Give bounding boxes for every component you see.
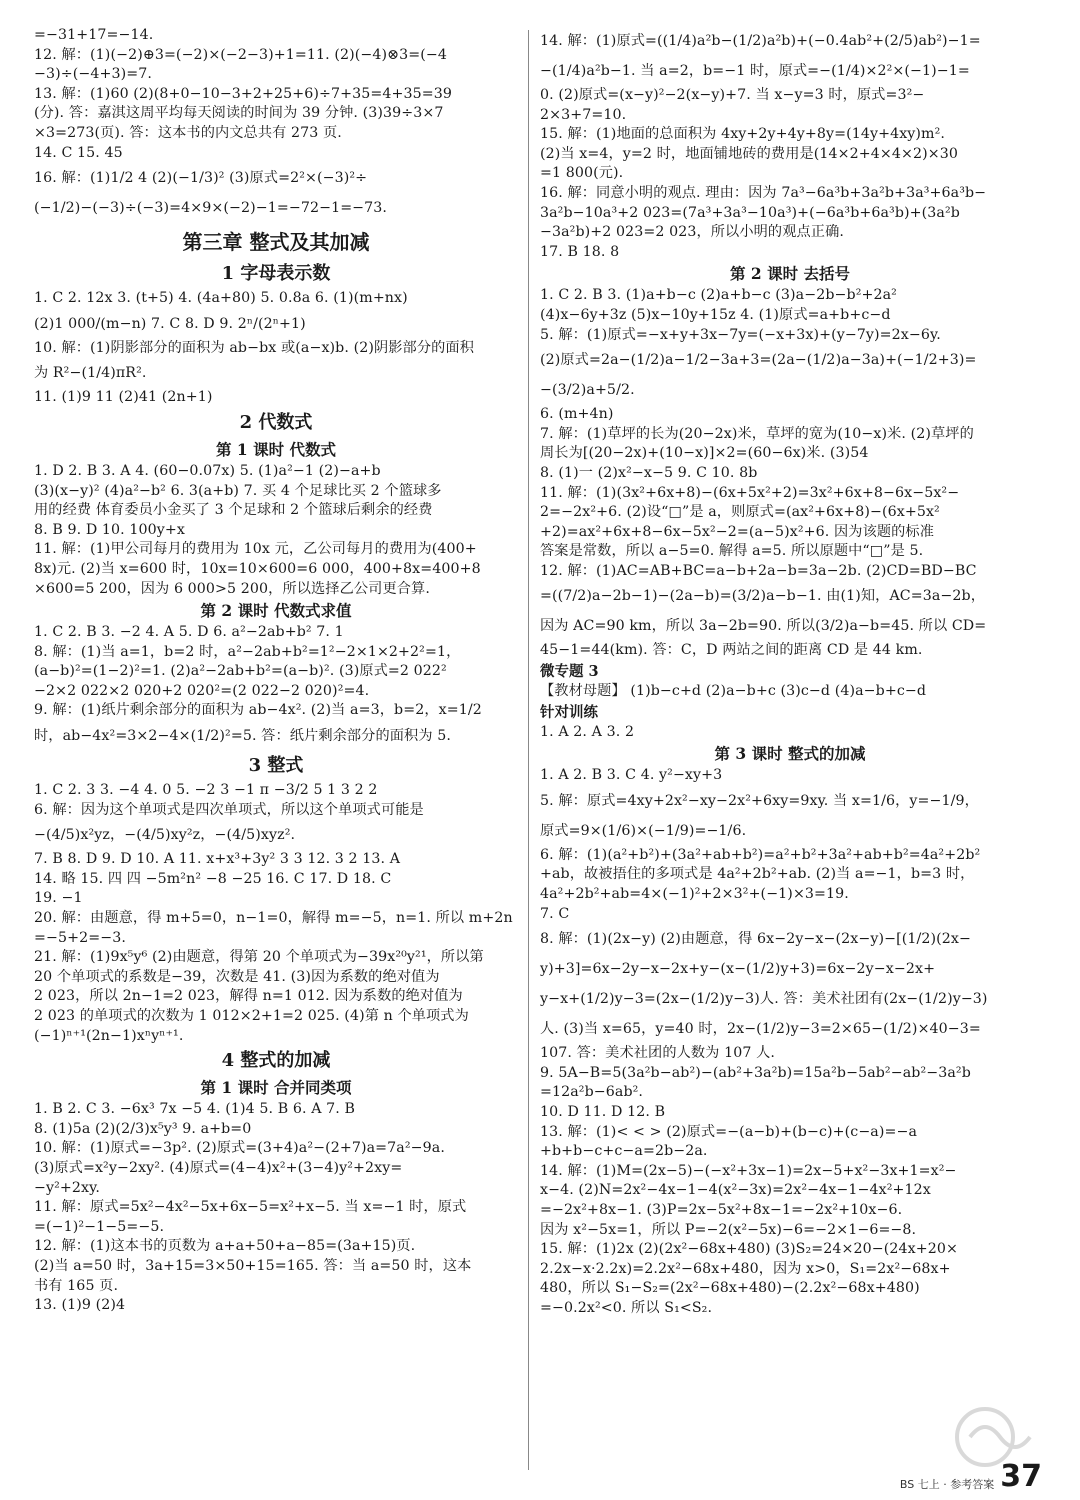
answer-line: 0. (2)原式=(x−y)²−2(x−y)+7. 当 x−y=3 时，原式=3²− [540,87,925,103]
answer-line: =12a²b−6ab². [540,1084,644,1101]
answer-line: 10. 解：(1)原式=−3p². (2)原式=(3+4)a²−(2+7)a=7a²−9a. [34,1140,445,1157]
answer-line: 21. 解：(1)9x⁵y⁶ (2)由题意，得第 20 个单项式为−39x²⁰y²¹，所以第 [34,949,484,966]
answer-line: 8. (1)一 (2)x²−x−5 9. C 10. 8b [540,464,758,481]
answer-line: 为 R²−(1/4)πR². [34,365,147,382]
answer-line: 17. B 18. 8 [540,243,620,260]
answer-line: =(−1)²−1−5=−5. [34,1218,165,1235]
answer-line: +b+b−c+c−a=2b−2a. [540,1143,708,1160]
answer-line: 用的经费 体育委员小金买了 3 个足球和 2 个篮球后剩余的经费 [34,502,433,519]
answer-line: (分). 答：嘉淇这周平均每天阅读的时间为 39 分钟. (3)39÷3×7 [34,105,444,122]
answer-line: 6. (m+4n) [540,406,614,423]
page-number: 37 [1000,1459,1042,1494]
answer-line: 1. B 2. C 3. −6x³ 7x −5 4. (1)4 5. B 6. A 7. B [34,1101,356,1118]
answer-line: 书有 165 页. [34,1277,119,1294]
section-title: 2 代数式 [239,411,313,433]
answer-line: x−4. (2)N=2x²−4x−1−4(x²−3x)=2x²−4x−1−4x²+12x [540,1182,931,1199]
section-title: 3 整式 [248,755,304,777]
answer-line: =−2x²+8x−1. (3)P=2x−5x²+8x−1=−2x²+10x−6. [540,1201,903,1218]
answer-line: 1. A 2. A 3. 2 [540,723,635,740]
answer-line: −2×2 022×2 020+2 020²=(2 022−2 020)²=4. [34,682,370,699]
footer-label: BS 七上 · 参考答案 [899,1478,995,1491]
answer-line: 10. 解：(1)阴影部分的面积为 ab−bx 或(a−x)b. (2)阴影部分的面积 [34,339,474,356]
answer-line: (2)当 x=4，y=2 时，地面铺地砖的费用是(14×2+4×4×2)×30 [540,145,959,162]
answer-line: 14. 略 15. 四 四 −5m²n² −8 −25 16. C 17. D 18. C [34,870,392,887]
answer-line: 因为 AC=90 km，所以 3a−2b=90. 所以(3/2)a−b=45. 所以 CD= [540,618,987,635]
chapter-title: 第三章 整式及其加减 [182,230,370,255]
answer-line: 10. D 11. D 12. B [540,1104,666,1120]
lesson-title: 第 2 课时 去括号 [730,264,850,284]
column-divider [528,30,529,1470]
answer-line: 原式=9×(1/6)×(−1/9)=−1/6. [540,822,747,839]
answer-line: −(1/4)a²b−1. 当 a=2，b=−1 时，原式=−(1/4)×2²×(−1)−1= [540,63,970,79]
answer-line: 2=−2x²+6. (2)设“□”是 a，则原式=(ax²+6x+8)−(6x+5x² [540,504,940,521]
answer-line: 20. 解：由题意，得 m+5=0，n−1=0，解得 m=−5，n=1. 所以 m+2n [34,910,513,927]
answer-line: 8x)元. (2)当 x=600 时，10x=10×600=6 000，400+8x=400+8 [34,560,481,577]
answer-line: 1. C 2. B 3. (1)a+b−c (2)a+b−c (3)a−2b−b²+2a² [540,287,897,304]
answer-line: 因为 x²−5x=1，所以 P=−2(x²−5x)−6=−2×1−6=−8. [540,1221,917,1238]
answer-line: 6. 解：(1)(a²+b²)+(3a²+ab+b²)=a²+b²+3a²+ab+b²=4a²+2b² [540,846,981,863]
answer-line: 2.2x−x·2.2x)=2.2x²−68x+480，因为 x>0，S₁=2x²−68x+ [540,1260,951,1277]
answer-line: 1. A 2. B 3. C 4. y²−xy+3 [540,767,723,784]
answer-line: 11. 解：(1)甲公司每月的费用为 10x 元，乙公司每月的费用为(400+ [34,541,477,558]
answer-line: 5. 解：原式=4xy+2x²−xy−2x²+6xy=9xy. 当 x=1/6，y=−1/9， [540,792,979,809]
answer-line: 7. B 8. D 9. D 10. A 11. x+x³+3y² 3 3 12. 3 2 13. A [34,851,401,868]
right-column [540,26,1040,1319]
answer-line: 14. 解：(1)原式=((1/4)a²b−(1/2)a²b)+(−0.4ab²+(2/5)ab²)−1= [540,33,981,49]
section-title: 1 字母表示数 [221,263,331,285]
answer-line: =((7/2)a−2b−1)−(2a−b)=(3/2)a−b−1. 由(1)知，AC=3a−2b， [540,588,986,605]
answer-line: 8. B 9. D 10. 100y+x [34,521,185,538]
topic-heading: 针对训练 [540,703,598,721]
answer-line: −(3/2)a+5/2. [540,382,635,399]
answer-line: (3)(x−y)² (4)a²−b² 6. 3(a+b) 7. 买 4 个足球比买 2 个篮球多 [34,482,442,499]
answer-line: 答案是常数，所以 a−5=0. 解得 a=5. 所以原题中“□”是 5. [540,543,924,560]
answer-line: 3a²b−10a³+2 023=(7a³+3a³−10a³)+(−6a³b+6a³b)+(3a²b [540,204,960,221]
answer-line: 2×3+7=10. [540,106,627,123]
answer-line: 480，所以 S₁−S₂=(2x²−68x+480)−(2.2x²−68x+480) [540,1280,920,1297]
answer-line: 20 个单项式的系数是−39，次数是 41. (3)因为系数的绝对值为 [34,968,440,985]
answer-line: 9. 解：(1)纸片剩余部分的面积为 ab−4x². (2)当 a=3，b=2，x=1/2 [34,702,482,719]
lesson-title: 第 3 课时 整式的加减 [714,744,866,764]
answer-line: 13. (1)9 (2)4 [34,1297,126,1314]
lesson-title: 第 1 课时 代数式 [216,439,336,459]
answer-line: −3)÷(−4+3)=7. [34,66,152,83]
answer-line: 5. 解：(1)原式=−x+y+3x−7y=(−x+3x)+(y−7y)=2x−6y. [540,326,941,343]
answer-line: 8. 解：(1)当 a=1，b=2 时，a²−2ab+b²=1²−2×1×2+2²=1， [34,643,461,660]
answer-line: 2 023 的单项式的次数为 1 012×2+1=2 025. (4)第 n 个单项式为 [34,1008,469,1024]
answer-line: (−1)ⁿ⁺¹(2n−1)xⁿyⁿ⁺¹. [34,1027,184,1044]
answer-line: (2)1 000/(m−n) 7. C 8. D 9. 2ⁿ/(2ⁿ+1) [34,315,306,332]
answer-line: 107. 答：美术社团的人数为 107 人. [540,1045,775,1062]
answer-line: 14. C 15. 45 [34,144,123,161]
answer-line: 14. 解：(1)M=(2x−5)−(−x²+3x−1)=2x−5+x²−3x+1=x²− [540,1162,957,1179]
answer-line: 1. D 2. B 3. A 4. (60−0.07x) 5. (1)a²−1 (2)−a+b [34,462,381,479]
answer-line: 2 023，所以 2n−1=2 023，解得 n=1 012. 因为系数的绝对值为 [34,988,463,1005]
answer-line: (a−b)²=(1−2)²=1. (2)a²−2ab+b²=(a−b)². (3)原式=2 022² [34,663,447,680]
answer-line: −(4/5)x²yz，−(4/5)xy²z，−(4/5)xyz². [34,827,296,844]
answer-line: (4)x−6y+3z (5)x−10y+15z 4. (1)原式=a+b+c−d [540,306,891,323]
answer-line: =−31+17=−14. [34,27,154,43]
answer-line: =1 800(元). [540,165,624,182]
answer-line: y−x+(1/2)y−3=(2x−(1/2)y−3)人. 答：美术社团有(2x−(1/2)y−3) [540,991,988,1008]
answer-line: ×600=5 200，因为 6 000>5 200，所以选择乙公司更合算. [34,580,430,597]
topic-heading: 微专题 3 [540,663,599,681]
answer-line: 12. 解：(1)(−2)⊕3=(−2)×(−2−3)+1=11. (2)(−4)⊗3=(−4 [34,46,448,63]
answer-line: 11. 解：原式=5x²−4x²−5x+6x−5=x²+x−5. 当 x=−1 时，原式 [34,1199,467,1216]
page-footer [899,1459,1042,1494]
answer-line: ×3=273(页). 答：这本书的内文总共有 273 页. [34,124,342,141]
answer-line: 9. 5A−B=5(3a²b−ab²)−(ab²+3a²b)=15a²b−5ab²−ab²−3a²b [540,1064,971,1081]
answer-line: 19. −1 [34,890,83,907]
answer-line: 15. 解：(1)2x (2)(2x²−68x+480) (3)S₂=24×20−(24x+20× [540,1241,958,1258]
answer-line: 1. C 2. 12x 3. (t+5) 4. (4a+80) 5. 0.8a 6. (1)(m+nx) [34,290,408,307]
answer-line: 13. 解：(1)60 (2)(8+0−10−3+2+25+6)÷7+35=4+35=39 [34,85,452,102]
answer-line: 11. (1)9 11 (2)41 (2n+1) [34,389,213,406]
answer-line: y)+3]=6x−2y−x−2x+y−(x−(1/2)y+3)=6x−2y−x−2x+ [540,961,936,978]
section-title: 4 整式的加减 [221,1050,331,1072]
answer-line: 【教材母题】 (1)b−c+d (2)a−b+c (3)c−d (4)a−b+c−d [540,683,927,700]
answer-line: −3a²b)+2 023=2 023，所以小明的观点正确. [540,224,844,241]
left-column [34,26,518,1316]
answer-line: +ab，故被捂住的多项式是 4a²+2b²+ab. (2)当 a=−1，b=3 时， [540,866,975,883]
answer-line: =−0.2x²<0. 所以 S₁<S₂. [540,1299,713,1316]
answer-line: 4a²+2b²+ab=4×(−1)²+2×3²+(−1)×3=19. [540,886,849,903]
answer-line: +2)=ax²+6x+8−6x−5x²−2=(a−5)x²+6. 因为该题的标准 [540,523,935,540]
answer-line: (2)当 a=50 时，3a+15=3×50+15=165. 答：当 a=50 时，这本 [34,1257,472,1274]
answer-line: (2)原式=2a−(1/2)a−1/2−3a+3=(2a−(1/2)a−3a)+(−1/2+3)= [540,352,977,369]
answer-line: (−1/2)−(−3)÷(−3)=4×9×(−2)−1=−72−1=−73. [34,200,388,217]
answer-line: =−5+2=−3. [34,929,126,946]
answer-line: 12. 解：(1)这本书的页数为 a+a+50+a−85=(3a+15)页. [34,1238,416,1255]
answer-line: 15. 解：(1)地面的总面积为 4xy+2y+4y+8y=(14y+4xy)m². [540,126,946,143]
answer-line: 7. C [540,905,570,922]
answer-line: 11. 解：(1)(3x²+6x+8)−(6x+5x²+2)=3x²+6x+8−6x−5x²− [540,484,960,501]
answer-line: 16. 解：(1)1/2 4 (2)(−1/3)² (3)原式=2²×(−3)²÷ [34,170,368,187]
lesson-title: 第 1 课时 合并同类项 [200,1078,352,1098]
answer-line: 16. 解：同意小明的观点. 理由：因为 7a³−6a³b+3a²b+3a³+6a³b− [540,184,987,201]
answer-line: 时，ab−4x²=3×2−4×(1/2)²=5. 答：纸片剩余部分的面积为 5. [34,728,451,745]
answer-line: 1. C 2. B 3. −2 4. A 5. D 6. a²−2ab+b² 7. 1 [34,624,344,641]
answer-line: 12. 解：(1)AC=AB+BC=a−b+2a−b=3a−2b. (2)CD=BD−BC [540,562,977,579]
answer-line: 8. 解：(1)(2x−y) (2)由题意，得 6x−2y−x−(2x−y)−[(1/2)(2x− [540,931,971,948]
lesson-title: 第 2 课时 代数式求值 [200,601,352,621]
answer-line: 7. 解：(1)草坪的长为(20−2x)米，草坪的宽为(10−x)米. (2)草坪的 [540,425,974,442]
answer-line: 45−1=44(km). 答：C，D 两站之间的距离 CD 是 44 km. [540,642,923,659]
answer-line: 6. 解：因为这个单项式是四次单项式，所以这个单项式可能是 [34,801,424,818]
answer-line: 13. 解：(1)< < > (2)原式=−(a−b)+(b−c)+(c−a)=−a [540,1123,918,1140]
answer-line: 1. C 2. 3 3. −4 4. 0 5. −2 3 −1 π −3/2 5 1 3 2 2 [34,782,378,799]
answer-line: −y²+2xy. [34,1179,100,1196]
answer-line: 人. (3)当 x=65，y=40 时，2x−(1/2)y−3=2×65−(1/2)×40−3= [540,1021,981,1038]
answer-line: 周长为[(20−2x)+(10−x)]×2=(60−6x)米. (3)54 [540,445,869,462]
answer-line: 8. (1)5a (2)(2/3)x⁵y³ 9. a+b=0 [34,1120,252,1137]
answer-line: (3)原式=x²y−2xy². (4)原式=(4−4)x²+(3−4)y²+2xy= [34,1159,403,1176]
